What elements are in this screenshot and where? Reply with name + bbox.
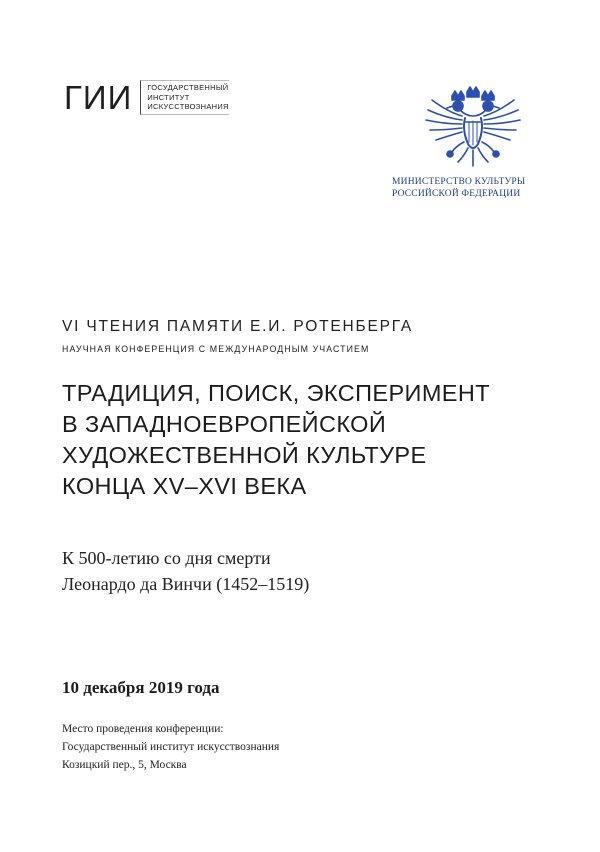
dedication-line: Леонардо да Винчи (1452–1519) (62, 574, 310, 594)
conference-subtitle: НАУЧНАЯ КОНФЕРЕНЦИЯ С МЕЖДУНАРОДНЫМ УЧАСТИЕМ (62, 344, 370, 354)
venue-info (62, 720, 279, 774)
venue-name: Государственный институт искусствознания (62, 741, 280, 753)
gii-name-line: ИСКУССТВОЗНАНИЯ (147, 102, 229, 111)
gii-logo (64, 80, 229, 115)
dedication-line: К 500-летию со дня смерти (62, 548, 271, 568)
ministry-name-line: МИНИСТЕРСТВО КУЛЬТУРЫ (392, 177, 526, 187)
dedication (62, 545, 309, 597)
venue-label: Место проведения конференции: (62, 723, 224, 735)
gii-abbreviation: ГИИ (64, 78, 133, 116)
conference-date: 10 декабря 2019 года (62, 678, 220, 697)
title-line: ХУДОЖЕСТВЕННОЙ КУЛЬТУРЕ (62, 442, 427, 468)
gii-full-name (140, 80, 228, 115)
conference-title (62, 378, 562, 502)
title-line: ТРАДИЦИЯ, ПОИСК, ЭКСПЕРИМЕНТ (62, 380, 490, 406)
gii-name-line: ИНСТИТУТ (147, 92, 190, 102)
title-line: КОНЦА XV–XVI ВЕКА (62, 473, 307, 499)
ministry-name (392, 176, 552, 200)
title-line: В ЗАПАДНОЕВРОПЕЙСКОЙ (62, 411, 387, 437)
series-title: VI ЧТЕНИЯ ПАМЯТИ Е.И. РОТЕНБЕРГА (62, 318, 414, 335)
double-headed-eagle-icon (418, 86, 528, 174)
venue-address: Козицкий пер., 5, Москва (62, 759, 187, 771)
gii-name-line: ГОСУДАРСТВЕННЫЙ (147, 83, 229, 92)
ministry-name-line: РОССИЙСКОЙ ФЕДЕРАЦИИ (392, 189, 521, 199)
